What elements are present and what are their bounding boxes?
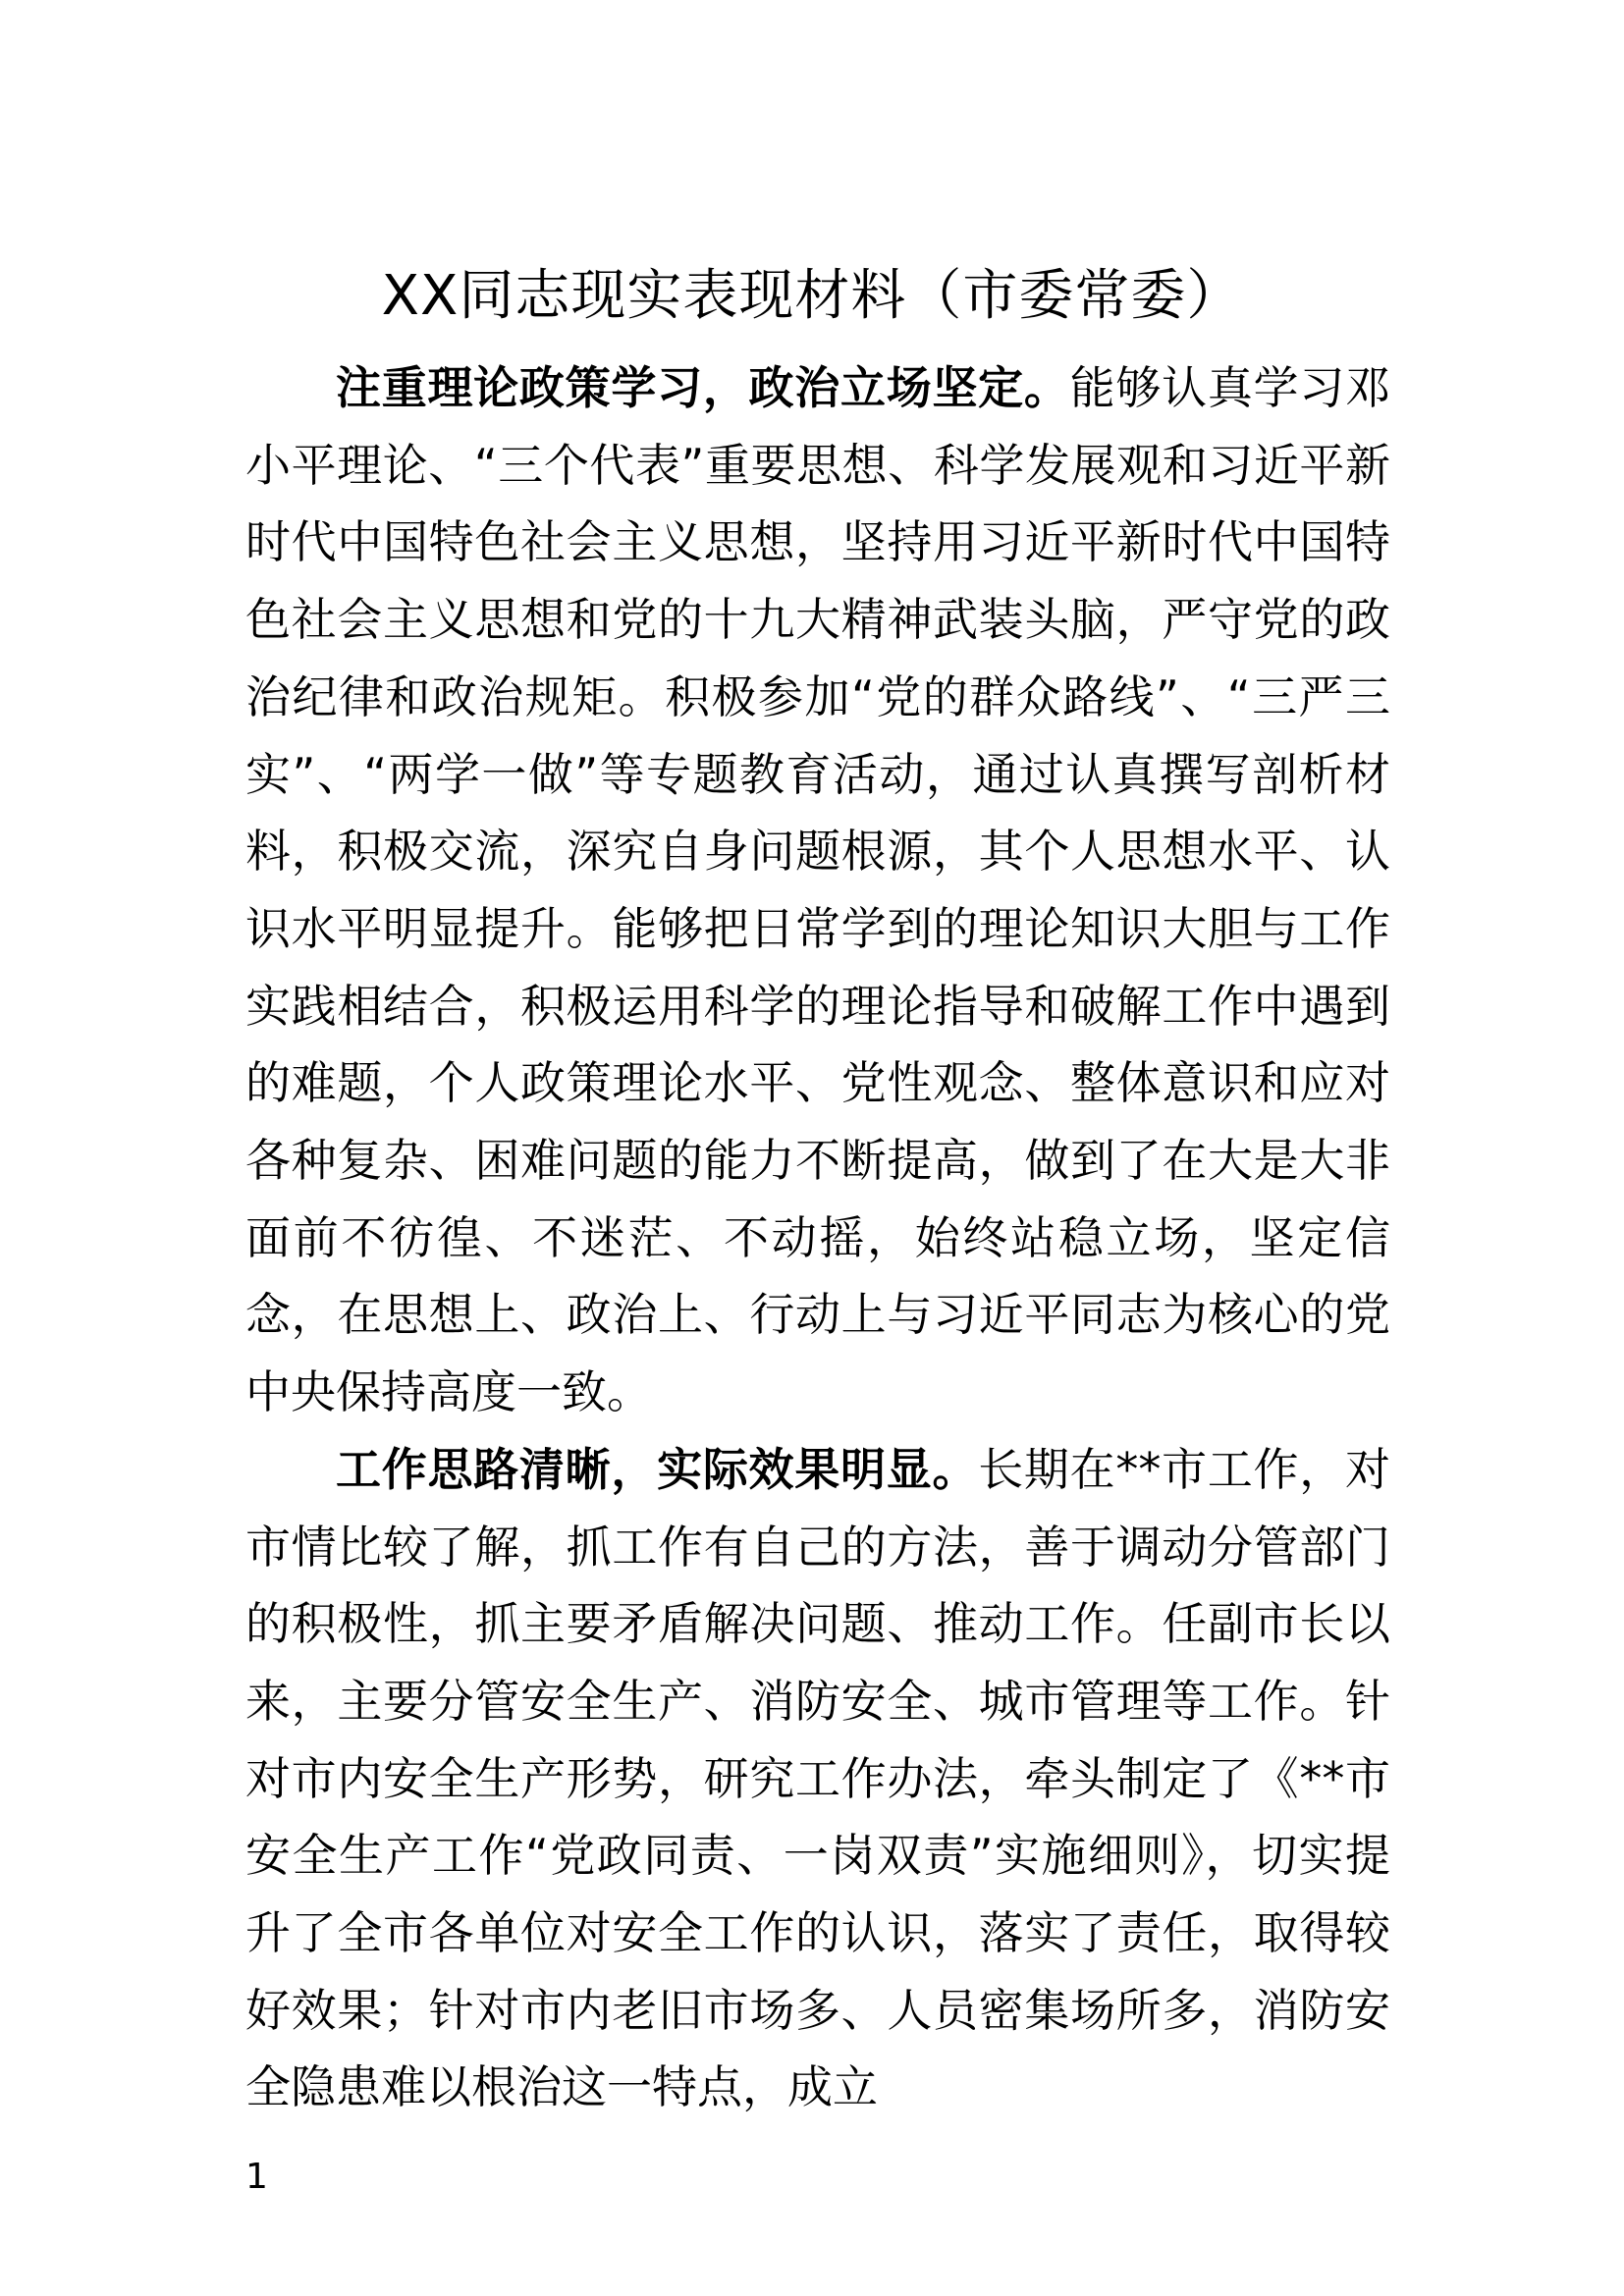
paragraph-text: 长期在**市工作，对市情比较了解，抓工作有自己的方法，善于调动分管部门的积极性，抓主要矛盾解决问题、推动工作。任副市长以来，主要分管安全生产、消防安全、城市管理等工作。针对市内安全生产形势，研究工作办法，牵头制定了《**市安全生产工作“党政同责、一岗双责”实施细则》，切实提升了全市各单位对安全工作的认识，落实了责任，取得较好效果；针对市内老旧市场多、人员密集场所多，消防安全隐患难以根治这一特点，成立 [245, 1442, 1391, 2114]
document-title: XX同志现实表现材料（市委常委） [381, 264, 1243, 328]
paragraph-lead: 注重理论政策学习，政治立场坚定。 [336, 361, 1070, 414]
document-body [245, 349, 1390, 2126]
page-number: 1 [245, 2157, 268, 2197]
paragraph-political-stance [245, 349, 1390, 1431]
paragraph-text: 能够认真学习邓小平理论、“三个代表”重要思想、科学发展观和习近平新时代中国特色社会主义思想，坚持用习近平新时代中国特色社会主义思想和党的十九大精神武装头脑，严守党的政治纪律和政治规矩。积极参加“党的群众路线”、“三严三实”、“两学一做”等专题教育活动，通过认真撰写剖析材料，积极交流，深究自身问题根源，其个人思想水平、认识水平明显提升。能够把日常学到的理论知识大胆与工作实践相结合，积极运用科学的理论指导和破解工作中遇到的难题，个人政策理论水平、党性观念、整体意识和应对各种复杂、困难问题的能力不断提高，做到了在大是大非面前不彷徨、不迷茫、不动摇，始终站稳立场，坚定信念，在思想上、政治上、行动上与习近平同志为核心的党中央保持高度一致。 [245, 361, 1391, 1419]
paragraph-lead: 工作思路清晰，实际效果明显。 [336, 1442, 979, 1496]
paragraph-work-approach [245, 1431, 1390, 2126]
